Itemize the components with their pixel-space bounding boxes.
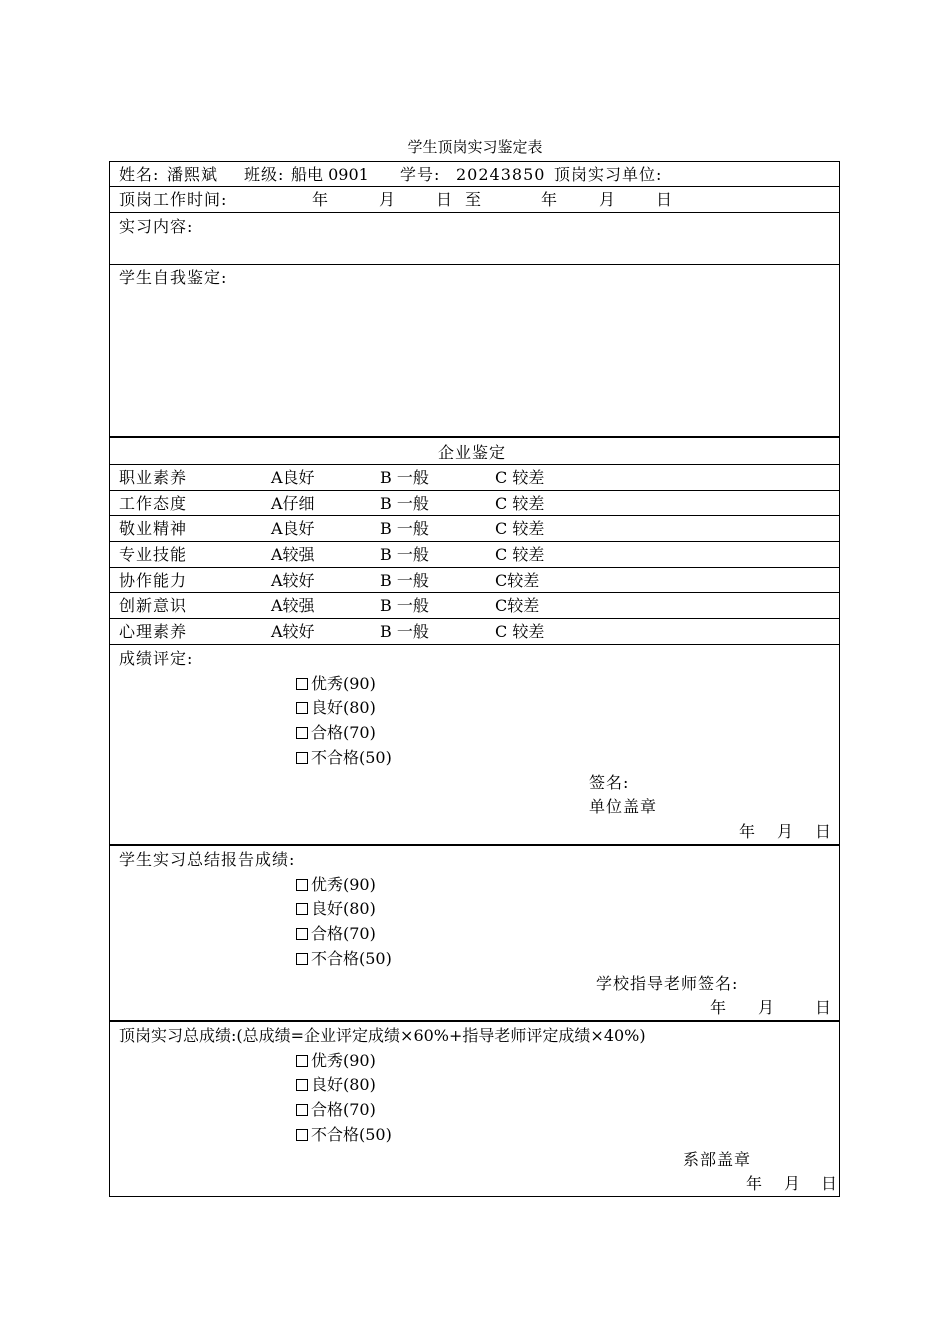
grade-option-label: 良好(80) [311, 1075, 376, 1094]
row-divider [109, 490, 840, 491]
criteria-item: 专业技能 [119, 545, 188, 564]
criteria-option-c[interactable]: C 较差 [495, 519, 545, 538]
checkbox[interactable] [296, 903, 308, 915]
criteria-option-b[interactable]: B 一般 [380, 519, 429, 538]
criteria-option-b[interactable]: B 一般 [380, 596, 429, 615]
criteria-option-b[interactable]: B 一般 [380, 571, 429, 590]
internship-content-label: 实习内容: [119, 217, 194, 236]
grade-option[interactable] [296, 1075, 376, 1095]
checkbox[interactable] [296, 727, 308, 739]
grade-option[interactable] [296, 949, 392, 969]
criteria-option-a[interactable]: A较强 [271, 545, 315, 564]
grade-option-label: 不合格(50) [311, 748, 392, 767]
checkbox[interactable] [296, 879, 308, 891]
criteria-item: 协作能力 [119, 571, 188, 590]
criteria-option-c[interactable]: C较差 [495, 571, 540, 590]
grade-option-label: 优秀(90) [311, 674, 376, 693]
period-to: 至 [465, 190, 482, 209]
signature-label: 签名: [589, 773, 630, 792]
criteria-option-a[interactable]: A仔细 [271, 494, 315, 513]
section-divider [109, 844, 840, 846]
checkbox[interactable] [296, 1129, 308, 1141]
grade-option[interactable] [296, 1051, 376, 1071]
period-day: 日 [656, 190, 673, 209]
criteria-item: 敬业精神 [119, 519, 188, 538]
criteria-item: 心理素养 [119, 622, 188, 641]
row-divider [109, 515, 840, 516]
self-evaluation-label: 学生自我鉴定: [119, 268, 228, 287]
grade-assessment-label: 成绩评定: [119, 649, 194, 668]
criteria-item: 工作态度 [119, 494, 188, 513]
criteria-option-b[interactable]: B 一般 [380, 545, 429, 564]
criteria-option-a[interactable]: A良好 [271, 468, 315, 487]
criteria-option-c[interactable]: C 较差 [495, 622, 545, 641]
checkbox[interactable] [296, 1104, 308, 1116]
criteria-item: 职业素养 [119, 468, 188, 487]
grade-option[interactable] [296, 723, 376, 743]
grade-option-label: 合格(70) [311, 924, 376, 943]
criteria-option-b[interactable]: B 一般 [380, 468, 429, 487]
period-year: 年 [312, 190, 329, 209]
criteria-option-c[interactable]: C 较差 [495, 545, 545, 564]
student-id-value: 20243850 [456, 165, 546, 184]
row-divider [109, 541, 840, 542]
checkbox[interactable] [296, 1055, 308, 1067]
row-divider [109, 186, 840, 187]
grade-option[interactable] [296, 924, 376, 944]
period-month: 月 [599, 190, 616, 209]
checkbox[interactable] [296, 702, 308, 714]
period-label: 顶岗工作时间: [119, 190, 228, 209]
grade-option-label: 合格(70) [311, 723, 376, 742]
grade-option[interactable] [296, 875, 376, 895]
section-divider [109, 1020, 840, 1022]
checkbox[interactable] [296, 678, 308, 690]
enterprise-heading: 企业鉴定 [438, 443, 507, 462]
checkbox[interactable] [296, 752, 308, 764]
criteria-option-a[interactable]: A较好 [271, 571, 315, 590]
criteria-option-b[interactable]: B 一般 [380, 622, 429, 641]
grade-option[interactable] [296, 1100, 376, 1120]
date-day: 日 [815, 998, 832, 1017]
grade-option[interactable] [296, 899, 376, 919]
row-divider [109, 264, 840, 265]
period-day: 日 [436, 190, 453, 209]
criteria-option-c[interactable]: C 较差 [495, 468, 545, 487]
period-year: 年 [541, 190, 558, 209]
report-grade-label: 学生实习总结报告成绩: [119, 850, 296, 869]
row-divider [109, 644, 840, 645]
grade-option-label: 优秀(90) [311, 875, 376, 894]
grade-option[interactable] [296, 674, 376, 694]
row-divider [109, 212, 840, 213]
grade-option-label: 不合格(50) [311, 1125, 392, 1144]
department-stamp-label: 系部盖章 [683, 1150, 752, 1169]
grade-option-label: 合格(70) [311, 1100, 376, 1119]
class-value: 船电 0901 [291, 165, 369, 184]
grade-option-label: 良好(80) [311, 698, 376, 717]
grade-option-label: 不合格(50) [311, 949, 392, 968]
form-title: 学生顶岗实习鉴定表 [407, 138, 543, 156]
grade-option-label: 良好(80) [311, 899, 376, 918]
date-month: 月 [777, 822, 794, 841]
checkbox[interactable] [296, 953, 308, 965]
student-id-label: 学号: [400, 165, 441, 184]
date-year: 年 [710, 998, 727, 1017]
criteria-option-c[interactable]: C较差 [495, 596, 540, 615]
grade-option[interactable] [296, 748, 392, 768]
criteria-option-a[interactable]: A良好 [271, 519, 315, 538]
date-day: 日 [821, 1174, 838, 1193]
checkbox[interactable] [296, 928, 308, 940]
name-value: 潘熙斌 [167, 165, 219, 184]
row-divider [109, 592, 840, 593]
criteria-option-a[interactable]: A较强 [271, 596, 315, 615]
checkbox[interactable] [296, 1079, 308, 1091]
date-year: 年 [746, 1174, 763, 1193]
grade-option-label: 优秀(90) [311, 1051, 376, 1070]
unit-stamp-label: 单位盖章 [589, 797, 658, 816]
date-year: 年 [739, 822, 756, 841]
grade-option[interactable] [296, 698, 376, 718]
criteria-option-c[interactable]: C 较差 [495, 494, 545, 513]
date-month: 月 [758, 998, 775, 1017]
row-divider [109, 618, 840, 619]
criteria-item: 创新意识 [119, 596, 188, 615]
date-day: 日 [815, 822, 832, 841]
period-month: 月 [379, 190, 396, 209]
internship-unit-label: 顶岗实习单位: [554, 165, 663, 184]
name-label: 姓名: [119, 165, 160, 184]
criteria-option-a[interactable]: A较好 [271, 622, 315, 641]
row-divider [109, 567, 840, 568]
criteria-option-b[interactable]: B 一般 [380, 494, 429, 513]
grade-option[interactable] [296, 1125, 392, 1145]
class-label: 班级: [244, 165, 285, 184]
row-divider [109, 464, 840, 465]
section-divider [109, 436, 840, 438]
date-month: 月 [784, 1174, 801, 1193]
total-grade-label: 顶岗实习总成绩:(总成绩=企业评定成绩×60%+指导老师评定成绩×40%) [119, 1026, 646, 1045]
teacher-signature-label: 学校指导老师签名: [596, 974, 739, 993]
